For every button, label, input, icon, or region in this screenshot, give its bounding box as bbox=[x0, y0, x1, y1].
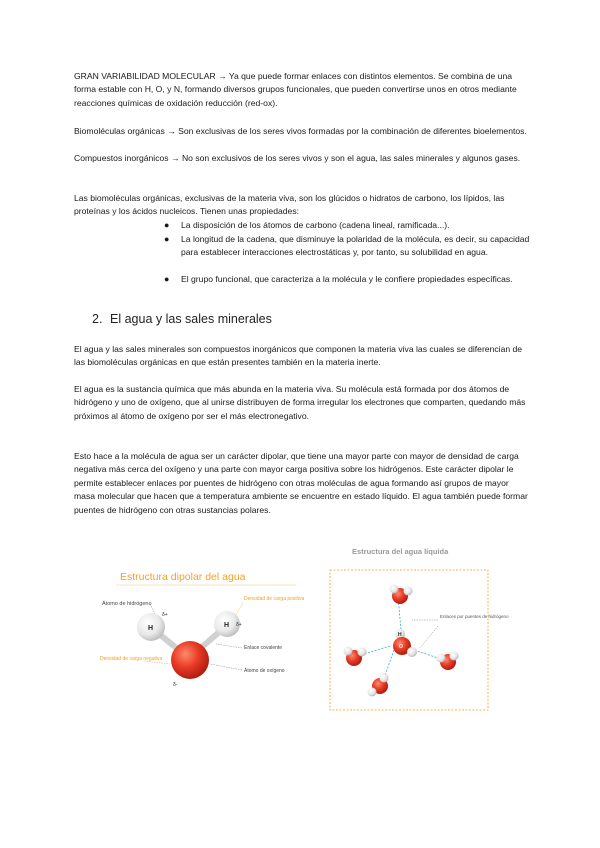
hydrogen-atom bbox=[407, 647, 417, 657]
hydrogen-atom bbox=[358, 648, 367, 657]
bullet-symbol: ● bbox=[164, 234, 170, 244]
atom-h-label: H bbox=[398, 632, 402, 638]
paragraph-inorganic-compounds: Compuestos inorgánicos → No son exclusivos de los seres vivos y son el agua, las sales minerales y algunos gases. bbox=[74, 153, 521, 163]
label-positive-density: Densidad de carga positiva bbox=[244, 596, 305, 602]
section-title: El agua y las sales minerales bbox=[110, 312, 272, 326]
leader-line bbox=[210, 664, 242, 670]
atom-o-label: O bbox=[399, 644, 403, 650]
leader-line bbox=[216, 644, 242, 648]
bullet-item: La disposición de los átomos de carbono (cadena lineal, ramificada...). bbox=[181, 220, 450, 230]
bullet-symbol: ● bbox=[164, 220, 170, 230]
hydrogen-atom bbox=[437, 654, 446, 663]
label-covalent-bond: Enlace covalente bbox=[244, 645, 283, 651]
paragraph-dipolar-character: Esto hace a la molécula de agua ser un carácter dipolar, que tiene una mayor parte con mayor de densidad de carga negativa más cerca del oxígeno y una parte con mayor carga positiva sobre los hidrógenos. Este carácter dipolar le permite establecer enlaces por puentes de hidrógeno con otras moléculas de agua formando así grupos de mayor masa molecular que hacen que a temperatura ambiente se encuentre en estado líquido. El agua también puede formar puentes de hidrógeno con otras sustancias polares. bbox=[74, 451, 528, 515]
paragraph-molecular-variability: GRAN VARIABILIDAD MOLECULAR → Ya que puede formar enlaces con distintos elementos. Se combina de una forma estable con H, O, y N, formando diversos grupos funcionales, que pueden convertirse unos en otros mediante reacciones químicas de oxidación reducción (red-ox). bbox=[74, 71, 517, 108]
bridge-label-leaders bbox=[412, 620, 438, 648]
oxygen-atom bbox=[171, 641, 209, 679]
paragraph-organic-properties: Las biomoléculas orgánicas, exclusivas de la materia viva, son los glúcidos o hidratos de carbono, los lípidos, las proteínas y los ácidos nucleicos. Tienen unas propiedades: bbox=[74, 193, 505, 217]
paragraph-organic-biomolecules: Biomoléculas orgánicas → Son exclusivas de los seres vivos formadas por la combinación de diferentes bioelementos. bbox=[74, 126, 527, 136]
charge-delta-positive: δ+ bbox=[236, 622, 242, 628]
section-number: 2. bbox=[92, 312, 103, 326]
label-hydrogen-atom: Átomo de hidrógeno bbox=[102, 601, 152, 607]
charge-delta-positive: δ+ bbox=[162, 612, 168, 618]
figure-liquid-water bbox=[328, 544, 509, 712]
figure-dipolar-water bbox=[96, 564, 311, 699]
figure-liquid-title: Estructura del agua líquida bbox=[352, 547, 449, 556]
atom-h-label: H bbox=[148, 625, 154, 632]
figure-dipolar-title: Estructura dipolar del agua bbox=[120, 571, 246, 583]
atom-h-label: H bbox=[224, 622, 230, 629]
label-oxygen-atom: Átomo de oxígeno bbox=[244, 668, 285, 674]
hydrogen-atom bbox=[450, 652, 459, 661]
hydrogen-atom bbox=[368, 688, 377, 697]
bullet-item: La longitud de la cadena, que disminuye la polaridad de la molécula, es decir, su capacidad para establecer interacciones electrostáticas y, por tanto, su solubilidad en agua. bbox=[181, 234, 530, 258]
hydrogen-atom bbox=[390, 585, 399, 594]
hydrogen-atom bbox=[380, 674, 389, 683]
paragraph-water-molecule: El agua es la sustancia química que más abunda en la materia viva. Su molécula está formada por dos átomos de hidrógeno y uno de oxígeno, que al unirse distribuyen de forma irregular los electrones que comparten, quedando más próximos al átomo de oxígeno por ser el más electronegativo. bbox=[74, 384, 526, 421]
paragraph-water-salts: El agua y las sales minerales son compuestos inorgánicos que componen la materia viva las cuales se diferencian de las biomoléculas orgánicas en que están presentes también en la materia inerte. bbox=[74, 344, 523, 368]
hydrogen-atom bbox=[404, 587, 413, 596]
label-negative-density: Densidad de carga negativa bbox=[100, 656, 163, 662]
bullet-symbol: ● bbox=[164, 274, 170, 284]
section-heading bbox=[92, 311, 272, 327]
bullet-item: El grupo funcional, que caracteriza a la molécula y le confiere propiedades específicas. bbox=[181, 274, 513, 284]
charge-delta-negative: δ- bbox=[173, 682, 178, 688]
hydrogen-atom bbox=[344, 647, 353, 656]
label-hydrogen-bridges: Enlaces por puentes de hidrógeno bbox=[440, 614, 509, 619]
